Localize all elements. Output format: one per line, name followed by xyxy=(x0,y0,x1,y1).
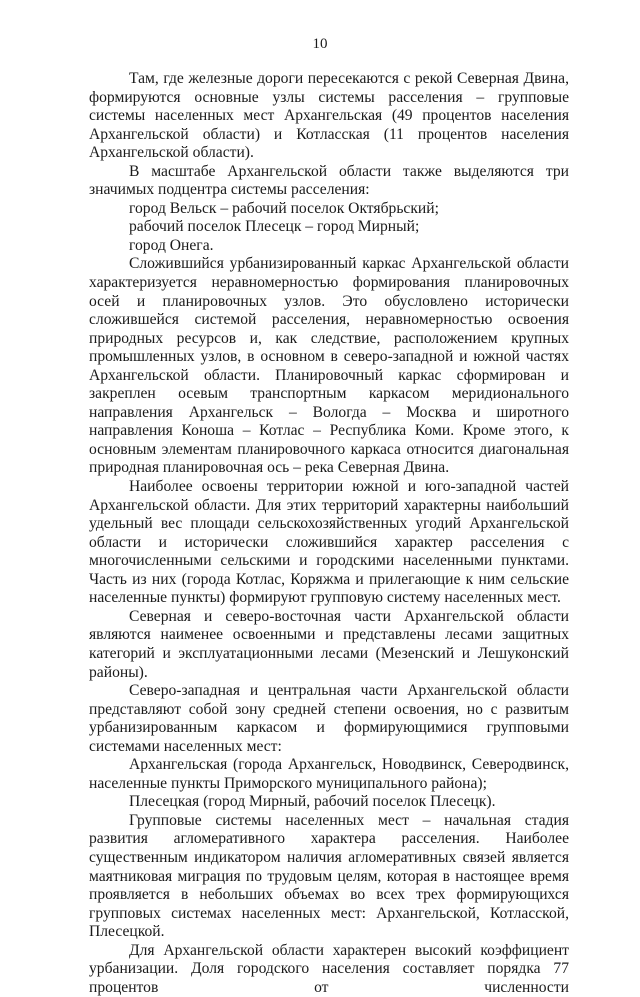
paragraph-subcenters-intro: В масштабе Архангельской области также выделяются три значимых подцентра системы расселения: xyxy=(89,162,569,199)
paragraph-south-southwest: Наиболее освоены территории южной и юго-западной частей Архангельской области. Для этих территорий характерны наибольший удельный вес площади сельскохозяйственных угодий Архангельской области и исторически сложившийся характер расселения с многочисленными сельскими и городскими населенными пунктами. Часть из них (города Котлас, Коряжма и прилегающие к ним сельские населенные пункты) формируют групповую систему населенных мест. xyxy=(89,478,569,607)
paragraph-group-systems: Групповые системы населенных мест – начальная стадия развития агломеративного характера расселения. Наиболее существенным индикатором наличия агломеративных связей является маятниковая миграция по трудовым целям, которая в настоящее время проявляется в небольших объемах во всех трех формирующихся групповых системах населенных мест: Архангельской, Котласской, Плесецкой. xyxy=(89,811,569,941)
paragraph-urbanized-frame: Сложившийся урбанизированный каркас Архангельской области характеризуется неравномерностью формирования планировочных осей и планировочных узлов. Это обусловлено исторически сложившейся системой расселения, неравномерностью освоения природных ресурсов и, как следствие, расположением крупных промышленных узлов, в основном в северо-западной и южной частях Архангельской области. Планировочный каркас сформирован и закреплен осевым транспортным каркасом меридионального направления Архангельск – Вологда – Москва и широтного направления Коноша – Котлас – Республика Коми. Кроме этого, к основным элементам планировочного каркаса относится диагональная природная планировочная ось – река Северная Двина. xyxy=(89,255,569,477)
list-item-onega: город Онега. xyxy=(129,236,214,254)
page-number: 10 xyxy=(312,36,328,52)
list-item-velsk: город Вельск – рабочий поселок Октябрьский; xyxy=(129,199,439,217)
list-item-plesetsk: рабочий поселок Плесецк – город Мирный; xyxy=(129,218,420,236)
list-item-arkhangelsk-system: Архангельская (города Архангельск, Новодвинск, Северодвинск, населенные пункты Приморского муниципального района); xyxy=(89,756,569,792)
paragraph-north-northeast: Северная и северо-восточная части Архангельской области являются наименее освоенными и представлены лесами защитных категорий и эксплуатационными лесами (Мезенский и Лешуконский районы). xyxy=(89,607,569,681)
paragraph-urbanization: Для Архангельской области характерен высокий коэффициент урбанизации. Доля городского населения составляет порядка 77 процентов от численности xyxy=(89,941,569,996)
document-body xyxy=(89,70,569,997)
list-item-plesetsk-system: Плесецкая (город Мирный, рабочий поселок Плесецк). xyxy=(129,793,496,811)
paragraph-northwest-central: Северо-западная и центральная части Архангельской области представляют собой зону средней степени освоения, но с развитым урбанизированным каркасом и формирующимися групповыми системами населенных мест: xyxy=(89,682,569,755)
paragraph-railway-nodes: Там, где железные дороги пересекаются с рекой Северная Двина, формируются основные узлы системы расселения – групповые системы населенных мест Архангельская (49 процентов населения Архангельской области) и Котласская (11 процентов населения Архангельской области). xyxy=(89,70,569,162)
